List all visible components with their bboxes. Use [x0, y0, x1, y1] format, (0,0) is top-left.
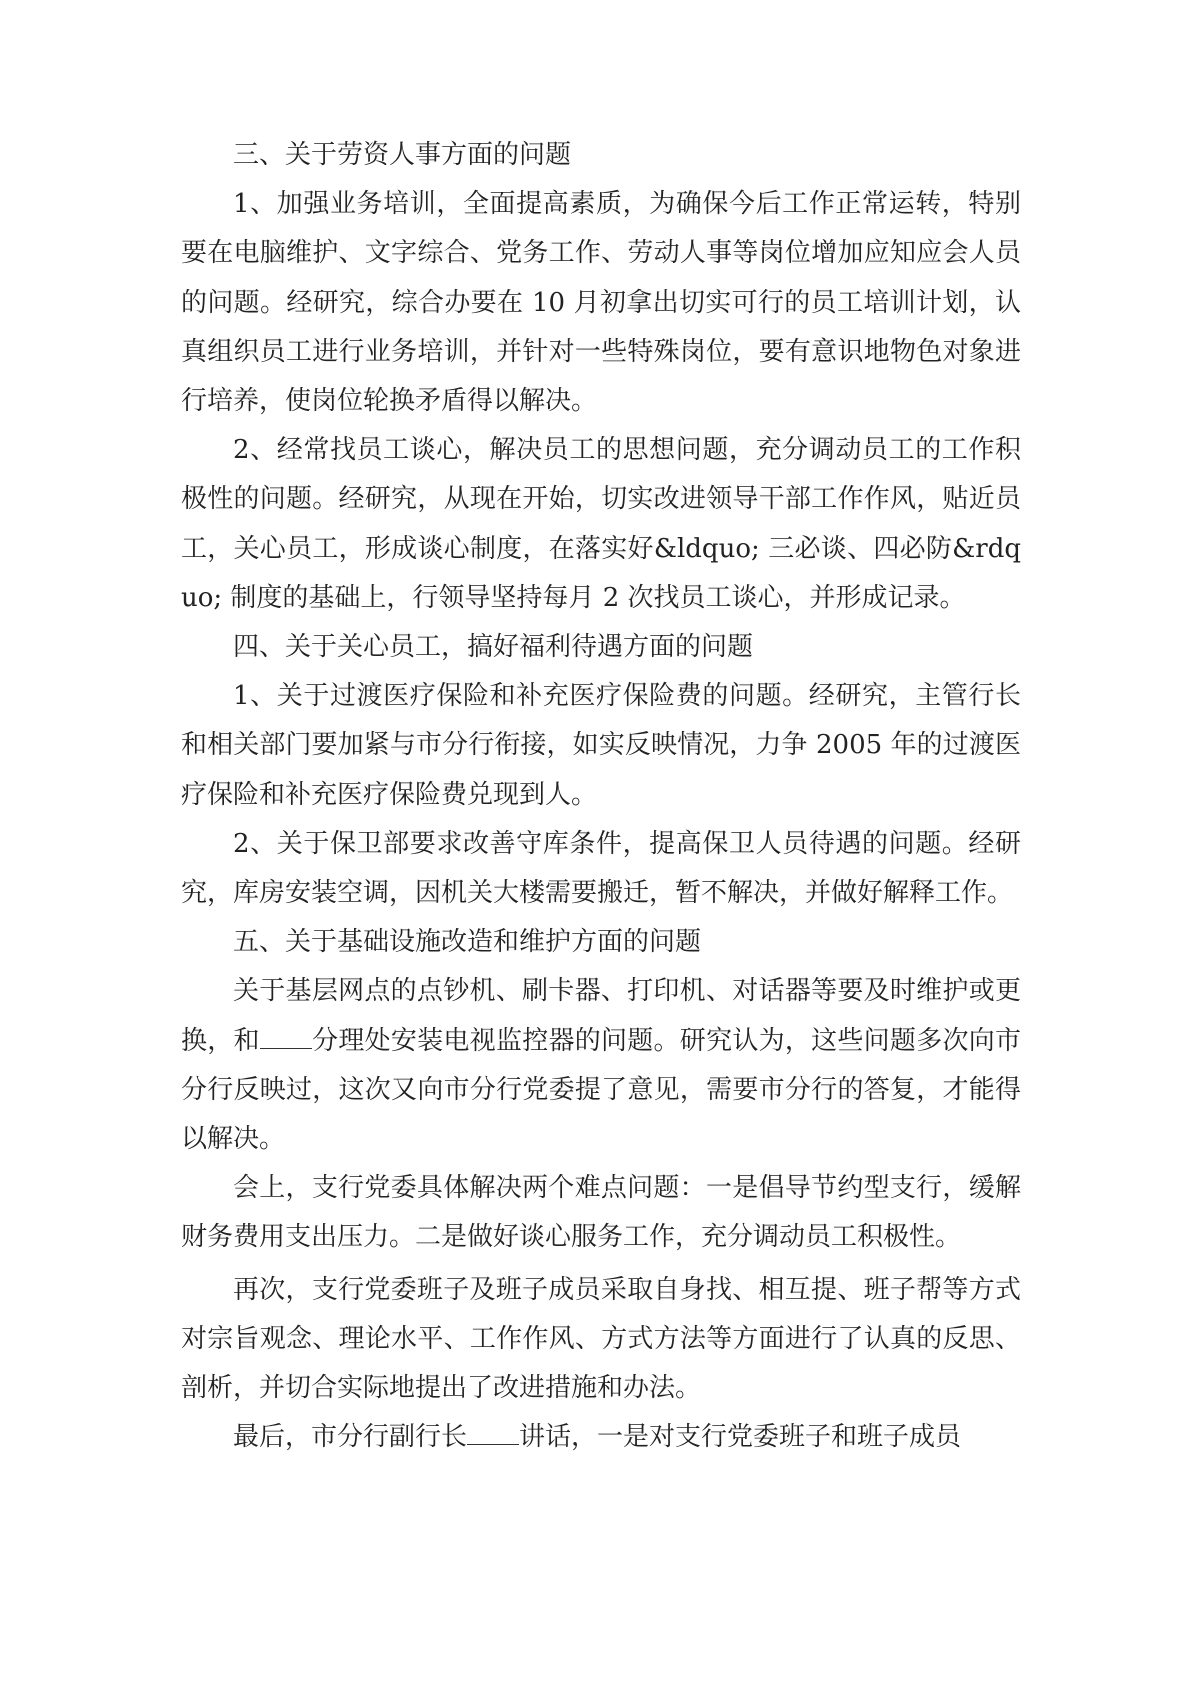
speaker-name-blank: [467, 1420, 519, 1445]
paragraph-final-speech: [181, 1413, 1021, 1462]
paragraph-equipment-maintenance: [181, 967, 1021, 1164]
document-body: [181, 131, 1021, 1462]
paragraph-business-training: 1、加强业务培训，全面提高素质，为确保今后工作正常运转，特别要在电脑维护、文字综合、党务工作、劳动人事等岗位增加应知应会人员的问题。经研究，综合办要在 10 月初拿出切实可行的员工培训计划，认真组织员工进行业务培训，并针对一些特殊岗位，要有意识地物色对象进行培养，使岗位轮换矛盾得以解决。: [181, 189, 1021, 417]
paragraph-meeting-summary: 会上，支行党委具体解决两个难点问题：一是倡导节约型支行，缓解财务费用支出压力。二是做好谈心服务工作，充分调动员工积极性。: [181, 1173, 1021, 1253]
equipment-text-after-blank: 分理处安装电视监控器的问题。研究认为，这些问题多次向市分行反映过，这次又向市分行党委提了意见，需要市分行的答复，才能得以解决。: [181, 1025, 1021, 1155]
section-heading-labor-personnel: 三、关于劳资人事方面的问题: [233, 140, 572, 170]
equipment-text-before-blank: 关于基层网点的点钞机、刷卡器、打印机、对话器等要及时维护或更换，和: [181, 976, 1021, 1056]
paragraph-employee-talks: 2、经常找员工谈心，解决员工的思想问题，充分调动员工的工作积极性的问题。经研究，从现在开始，切实改进领导干部工作作风，贴近员工，关心员工，形成谈心制度，在落实好&ldquo; 三必谈、四必防&rdquo; 制度的基础上，行领导坚持每月 2 次找员工谈心，并形成记录。: [181, 435, 1021, 613]
speech-text-after-blank: 讲话，一是对支行党委班子和班子成员: [519, 1422, 962, 1453]
section-heading-employee-welfare: 四、关于关心员工，搞好福利待遇方面的问题: [233, 632, 754, 663]
paragraph-security-conditions: 2、关于保卫部要求改善守库条件，提高保卫人员待遇的问题。经研究，库房安装空调，因机关大楼需要搬迁，暂不解决，并做好解释工作。: [181, 828, 1021, 909]
paragraph-medical-insurance: 1、关于过渡医疗保险和补充医疗保险费的问题。经研究，主管行长和相关部门要加紧与市分行衔接，如实反映情况，力争 2005 年的过渡医疗保险和补充医疗保险费兑现到人。: [181, 681, 1021, 810]
section-heading-infrastructure: 五、关于基础设施改造和维护方面的问题: [233, 927, 702, 958]
speech-text-before-blank: 最后，市分行副行长: [233, 1422, 468, 1453]
name-blank: [260, 1024, 312, 1049]
paragraph-self-reflection: 再次，支行党委班子及班子成员采取自身找、相互提、班子帮等方式对宗旨观念、理论水平、工作作风、方式方法等方面进行了认真的反思、剖析，并切合实际地提出了改进措施和办法。: [181, 1274, 1021, 1404]
